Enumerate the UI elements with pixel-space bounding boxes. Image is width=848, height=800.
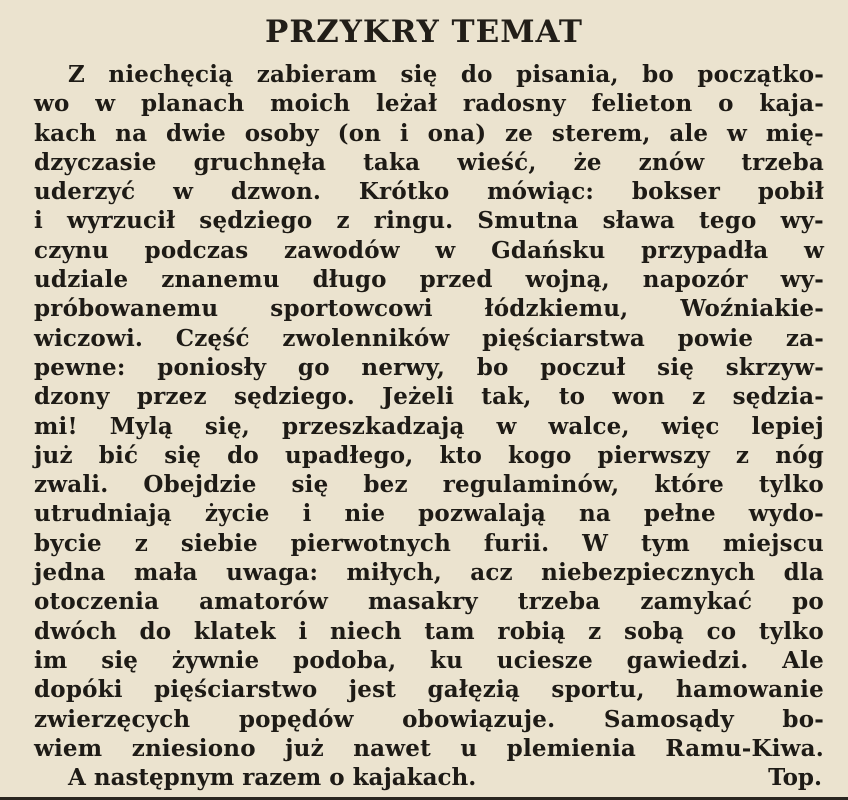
article-line: dzony przez sędziego. Jeżeli tak, to won z sędzia- (34, 383, 824, 411)
article-line: jedna mała uwaga: miłych, acz niebezpiecznych dla (34, 559, 824, 587)
article-line: dzyczasie gruchnęła taka wieść, że znów trzeba (34, 148, 824, 176)
article-line: wo w planach moich leżał radosny felieton o kaja- (34, 90, 824, 118)
article-closing: A następnym razem o kajakach. (68, 764, 477, 792)
article-line: otoczenia amatorów masakry trzeba zamykać po (34, 588, 824, 616)
author-signature: Top. (768, 764, 822, 792)
article-line: utrudniają życie i nie pozwalają na pełne wydo- (34, 500, 824, 528)
article-line: wiczowi. Część zwolenników pięściarstwa powie za- (34, 324, 824, 352)
article-line: już bić się do upadłego, kto kogo pierwszy z nóg (34, 441, 824, 469)
article-line: uderzyć w dzwon. Krótko mówiąc: bokser pobił (34, 178, 824, 206)
article-line: dopóki pięściarstwo jest gałęzią sportu, hamowanie (34, 676, 824, 704)
article-line: próbowanemu sportowcowi łódzkiemu, Woźniakie- (34, 295, 824, 323)
article-closing-line (34, 763, 824, 792)
article-line: zwierzęcych popędów obowiązuje. Samosądy bo- (34, 705, 824, 733)
article-title: PRZYKRY TEMAT (265, 14, 583, 50)
article-line: wiem zniesiono już nawet u plemienia Ramu-Kiwa. (34, 734, 824, 762)
article-line: Z niechęcią zabieram się do pisania, bo początko- (68, 61, 824, 88)
article-line: i wyrzucił sędziego z ringu. Smutna sława tego wy- (34, 207, 824, 235)
article-body (34, 60, 824, 792)
article-line: mi! Mylą się, przeszkadzają w walce, więc lepiej (34, 412, 824, 440)
article-line: pewne: poniosły go nerwy, bo poczuł się skrzyw- (34, 353, 824, 381)
article-line: dwóch do klatek i niech tam robią z sobą co tylko (34, 617, 824, 645)
article-line: bycie z siebie pierwotnych furii. W tym miejscu (34, 529, 824, 557)
article-line: zwali. Obejdzie się bez regulaminów, które tylko (34, 471, 824, 499)
article-line: czynu podczas zawodów w Gdańsku przypadła w (34, 236, 824, 264)
article-line: kach na dwie osoby (on i ona) ze sterem, ale w mię- (34, 119, 824, 147)
article-line: im się żywnie podoba, ku uciesze gawiedzi. Ale (34, 646, 824, 674)
article-line: udziale znanemu długo przed wojną, napozór wy- (34, 266, 824, 294)
